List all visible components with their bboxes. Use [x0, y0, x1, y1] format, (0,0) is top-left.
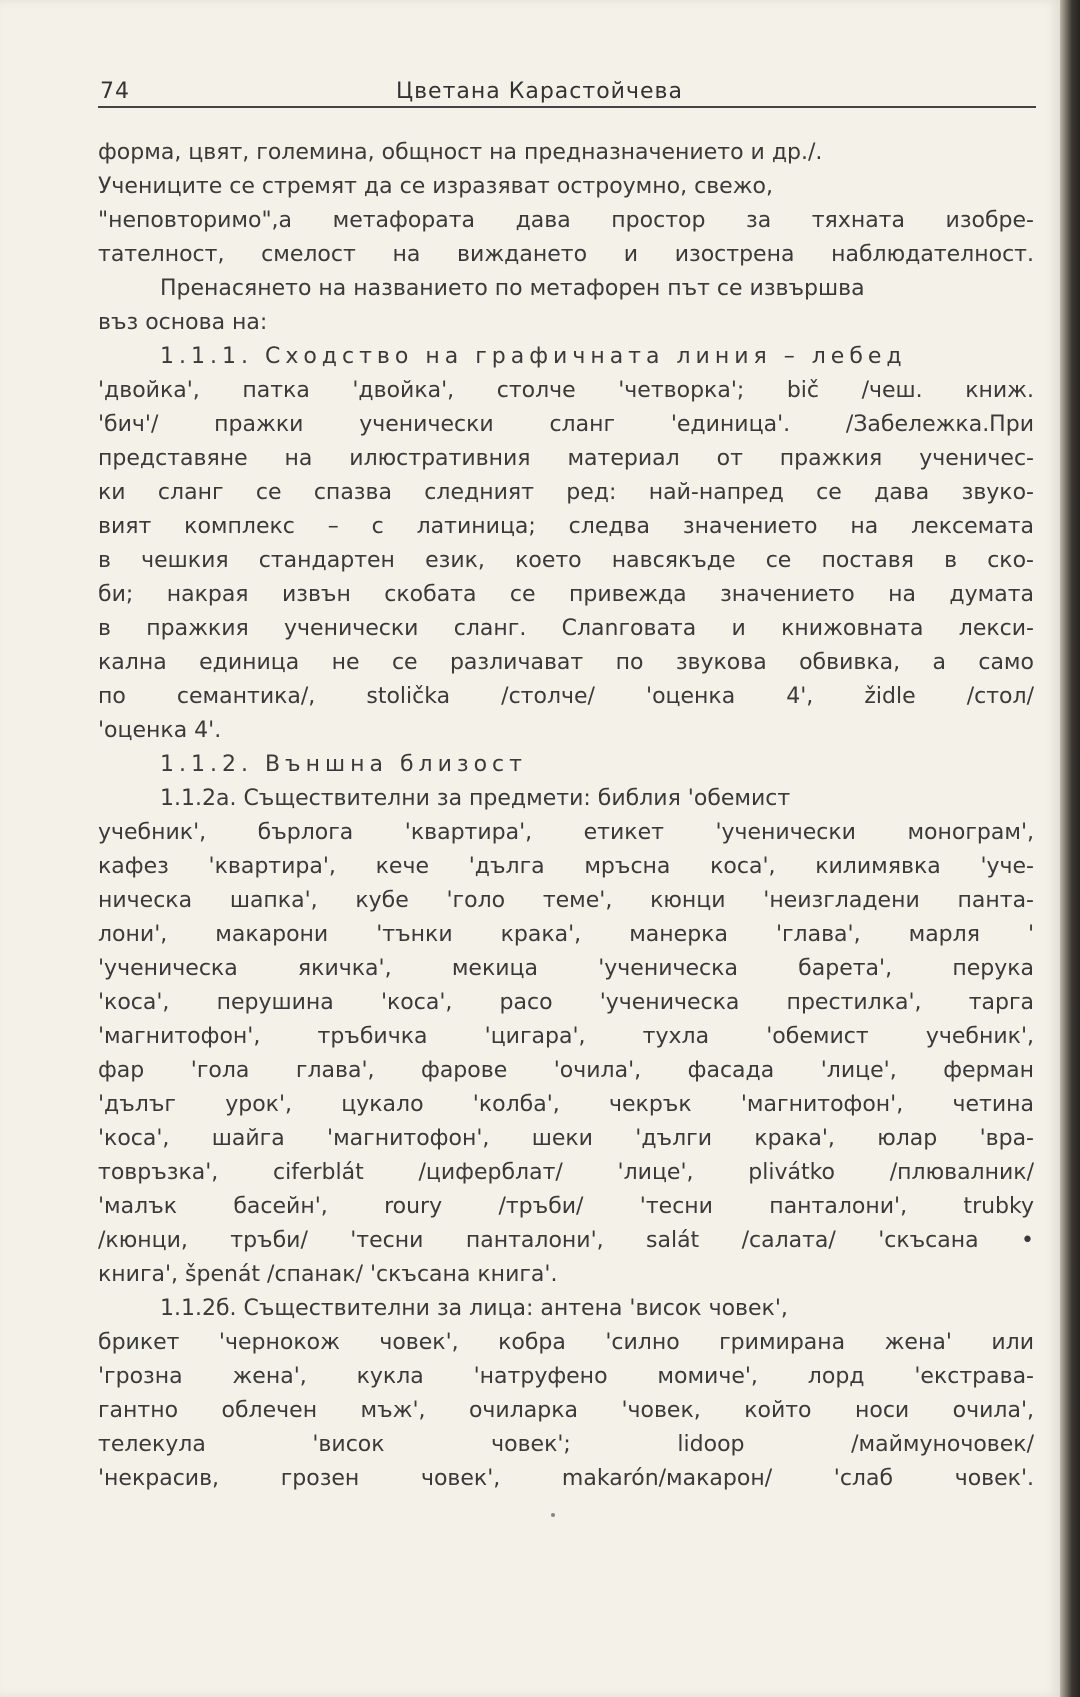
text-line: 'грозна жена', кукла 'натруфено момиче', лорд 'екстрава-	[98, 1364, 1034, 1389]
text-line: в пражкия ученически сланг. Слanговата и книжовната лекси-	[98, 616, 1034, 641]
text-line: по семантика/, stolička /столче/ 'оценка 4', židle /стол/	[98, 684, 1034, 709]
text-line: Учениците се стремят да се изразяват остроумно, свежо,	[98, 174, 773, 199]
section-heading: 1.1.2б. Съществителни за лица: антена 'висок човек',	[160, 1296, 788, 1321]
text-line: 'двойка', патка 'двойка', столче 'четворка'; bič /чеш. книж.	[98, 378, 1034, 403]
text-line: представяне на илюстративния материал от пражкия ученичес-	[98, 446, 1034, 471]
text-line: форма, цвят, големина, общност на предназначението и др./.	[98, 140, 823, 165]
text-line: ническа шапка', кубе 'голо теме', кюнци 'неизгладени панта-	[98, 888, 1034, 913]
text-line: 'ученическа якичка', мекица 'ученическа барета', перука	[98, 956, 1034, 981]
book-spine-edge	[1060, 0, 1080, 1697]
text-line: книга', špenát /спанак/ 'скъсана книга'.	[98, 1262, 558, 1287]
text-line: 'некрасив, грозен човек', makarón/макарон/ 'слаб човек'.	[98, 1466, 1034, 1491]
text-line: "неповторимо",а метафората дава простор за тяхната изобре-	[98, 208, 1034, 233]
text-line: 'коса', перушина 'коса', расо 'ученическа престилка', тарга	[98, 990, 1034, 1015]
text-line: тателност, смелост на виждането и изострена наблюдателност.	[98, 242, 1034, 267]
text-line: 'оценка 4'.	[98, 718, 222, 743]
section-heading: 1.1.2а. Съществителни за предмети: библия 'обемист	[160, 786, 791, 811]
text-line: 'малък басейн', roury /тръби/ 'тесни панталони', trubky	[98, 1194, 1034, 1219]
text-line: учебник', бърлога 'квартира', етикет 'ученически монограм',	[98, 820, 1034, 845]
page-header	[98, 76, 1036, 108]
text-line: лони', макарони 'тънки крака', манерка 'глава', марля '	[98, 922, 1034, 947]
text-line: би; накрая извън скобата се привежда значението на думата	[98, 582, 1034, 607]
text-line: Пренасянето на названието по метафорен път се извършва	[160, 276, 865, 301]
running-title: Цветана Карастойчева	[396, 79, 683, 104]
text-line: 'магнитофон', тръбичка 'цигара', тухла 'обемист учебник',	[98, 1024, 1034, 1049]
section-heading: 1.1.1. Сходство на графичната линия – лебед	[160, 344, 907, 369]
text-line: 'дълъг урок', цукало 'колба', чекрък 'магнитофон', четина	[98, 1092, 1034, 1117]
text-line: 'коса', шайга 'магнитофон', шеки 'дълги крака', юлар 'вра-	[98, 1126, 1034, 1151]
text-line: 'бич'/ пражки ученически сланг 'единица'. /Забележка.При	[98, 412, 1034, 437]
text-line: в чешкия стандартен език, което навсякъде се поставя в ско-	[98, 548, 1034, 573]
text-line: товръзка', ciferblát /циферблат/ 'лице', plivátko /плювалник/	[98, 1160, 1034, 1185]
text-line: гантно облечен мъж', очиларка 'човек, който носи очила',	[98, 1398, 1034, 1423]
text-line: /кюнци, тръби/ 'тесни панталони', salát /салата/ 'скъсана •	[98, 1228, 1034, 1253]
text-line: ки сланг се спазва следният ред: най-напред се дава звуко-	[98, 480, 1034, 505]
text-line: телекула 'висок човек'; lidoop /маймуночовек/	[98, 1432, 1034, 1457]
text-line: фар 'гола глава', фарове 'очила', фасада 'лице', ферман	[98, 1058, 1034, 1083]
text-line: кафез 'квартира', кече 'дълга мръсна коса', килимявка 'уче-	[98, 854, 1034, 879]
text-line: вият комплекс – с латиница; следва значението на лексемата	[98, 514, 1034, 539]
page-speck	[551, 1513, 555, 1517]
text-line: брикет 'чернокож човек', кобра 'силно гримирана жена' или	[98, 1330, 1034, 1355]
section-heading: 1.1.2. Външна близост	[160, 752, 527, 777]
page-body	[98, 136, 1034, 1496]
text-line: въз основа на:	[98, 310, 268, 335]
page-number: 74	[100, 79, 130, 104]
text-line: кална единица не се различават по звукова обвивка, а само	[98, 650, 1034, 675]
